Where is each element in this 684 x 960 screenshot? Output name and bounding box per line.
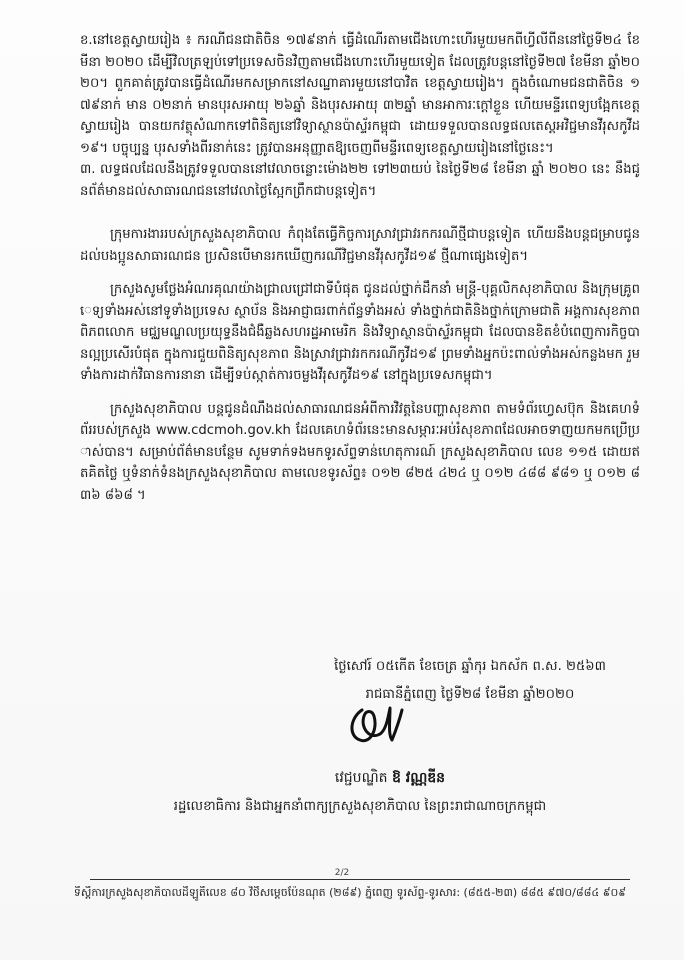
paragraph-results-timing: ៣. លទ្ធផលដែលនឹងត្រូវទទួលបាននៅវេលាចន្លោះម៉ោង២២ ទៅ២៣យប់ នៃថ្ងៃទី២៨ ខែមីនា ឆ្នាំ ២០២០ នេះ នឹងជូនព័ត៌មានដល់សាធារណជននៅវេលាថ្ងៃស្អែកព្រឹកជាបន្តទៀត។	[80, 162, 640, 199]
footer-divider	[90, 879, 630, 880]
paragraph-thanks: ក្រសួងសូមថ្លែងអំណរគុណយ៉ាងជ្រាលជ្រៅជាទីបំផុត ជូនដល់ថ្នាក់ដឹកនាំ មន្ត្រី-បុគ្គលិកសុខាភិបាល និងក្រុមគ្រូពេទ្យទាំងអស់នៅទូទាំងប្រទេស ស្ថាប័ន និងអាជ្ញាធរពាក់ព័ន្ធទាំងអស់ ទាំងថ្នាក់ជាតិនិងថ្នាក់ក្រោមជាតិ អង្គការសុខភាពពិភពលោក មជ្ឈមណ្ឌលប្រយុទ្ធនឹងជំងឺឆ្លងសហរដ្ឋអាមេរិក និងវិទ្យាស្ថានប៉ាស្ទ័រកម្ពុជា ដែលបានខិតខំបំពេញការកិច្ចបានល្អប្រសើរបំផុត ក្នុងការជួយពិនិត្យសុខភាព និងស្រាវជ្រាវរកករណីកូវីដ១៩ ព្រមទាំងអ្នកប៉ះពាល់ទាំងអស់កន្លងមក រួមទាំងការដាក់វិធានការនានា ដើម្បីទប់ស្កាត់ការចម្លងវីរុសកូវីដ១៩ នៅក្នុងប្រទេសកម្ពុជា។	[80, 282, 640, 383]
signer-title: រដ្ឋលេខាធិការ និងជាអ្នកនាំពាក្យក្រសួងសុខាភិបាល នៃព្រះរាជាណាចក្រកម្ពុជា	[173, 799, 547, 814]
page-number: 2/2	[334, 868, 350, 878]
paragraph-team-work: ក្រុមការងាររបស់ក្រសួងសុខាភិបាល កំពុងតែធ្វើកិច្ចការស្រាវជ្រាវរកករណីថ្មីជាបន្តទៀត ហើយនឹងបន្តជម្រាបជូនដល់បងប្អូនសាធារណជន ប្រសិនបើមានរកឃើញករណីវិជ្ជមានវីរុសកូវីដ១៩ ថ្មីណាផ្សេងទៀត។	[80, 227, 640, 264]
paragraph-contact-info: ក្រសួងសុខាភិបាល បន្តជូនដំណឹងដល់សាធារណជនអំពីការវិវត្តនៃបញ្ហាសុខភាព តាមទំព័រហ្វេសប៊ុក និងគេហទំព័ររបស់ក្រសួង www.cdcmoh.gov.kh ដែលគេហទំព័រនេះមានសម្ភារៈអប់រំសុខភាពដែលអាចទាញយកមកប្រើប្រាស់បាន។ សម្រាប់ព័ត៌មានបន្ថែម សូមទាក់ទងមកទូរស័ព្ទទាន់ហេតុការណ៍ ក្រសួងសុខាភិបាល លេខ ១១៥ ដោយឥតគិតថ្លៃ ឬទំនាក់ទំនងក្រសួងសុខាភិបាល តាមលេខទូរស័ព្ទ៖ ០១២ ៨២៥ ៤២៤ ឬ ០១២ ៤៨៨ ៩៨១ ឬ ០១២ ៨៣៦ ៨៦៨ ។	[80, 401, 640, 503]
lunar-date: ថ្ងៃសៅរ៍ ០៥កើត ខែចេត្រ ឆ្នាំកុរ ឯកស័ក ព.ស. ២៥៦៣	[334, 659, 606, 674]
footer-address: ទីស្តីការក្រសួងសុខាភិបាលដីឡូតិ៍លេខ ៨០ វិថីសម្តេចប៉ែនណុត (២៨៩) ភ្នំពេញ ទូរស័ព្ទ-ទូរសារ: (៨៥៥-២៣) ៨៨៥ ៩៧០/៨៨៤ ៩០៩	[73, 886, 627, 899]
signer-name-line	[240, 768, 540, 789]
paragraph-svay-rieng: ខ.នៅខេត្តស្វាយរៀង ៖ ករណីជនជាតិចិន ១៧៩នាក់ ធ្វើដំណើរតាមជើងហោះហើរមួយមកពីហ្វីលីពីននៅថ្ងៃទី២៤ ខែមីនា ២០២០ ដើម្បីវិលត្រឡប់ទៅប្រទេសចិនវិញតាមជើងហោះហើរមួយទៀត ដែលត្រូវបន្តនៅថ្ងៃទី២៧ ខែមីនា ឆ្នាំ២០២០។ ពួកគាត់ត្រូវបានធ្វើដំណើរមកសម្រាកនៅសណ្ឋាគារមួយនៅបាវិត ខេត្តស្វាយរៀង។ ក្នុងចំណោមជនជាតិចិន ១៧៩នាក់ មាន ០២នាក់ មានបុរសអាយុ ២៦ឆ្នាំ និងបុរសអាយុ ៣២ឆ្នាំ មានអាការៈក្តៅខ្លួន ហើយមន្ទីរពេទ្យបង្អែកខេត្តស្វាយរៀង បានយកវត្ថុសំណាកទៅពិនិត្យនៅវិទ្យាស្ថានប៉ាស្ទ័រកម្ពុជា ដោយទទួលបានលទ្ធផលតេស្តអវិជ្ជមានវីរុសកូវីដ១៩។ បច្ចុប្បន្ន បុរសទាំងពីរនាក់នេះ ត្រូវបានអនុញ្ញាតឱ្យចេញពីមន្ទីរពេទ្យខេត្តស្វាយរៀងនៅថ្ងៃនេះ។	[80, 33, 640, 156]
signer-prefix: វេជ្ជបណ្ឌិត	[334, 770, 388, 786]
signer-name: ឱ វណ្ណឌីន	[392, 770, 446, 786]
handwritten-signature	[340, 700, 410, 750]
letter-body	[80, 30, 640, 506]
solar-date: រាជធានីភ្នំពេញ ថ្ងៃទី២៨ ខែមីនា ឆ្នាំ២០២០	[365, 687, 575, 702]
